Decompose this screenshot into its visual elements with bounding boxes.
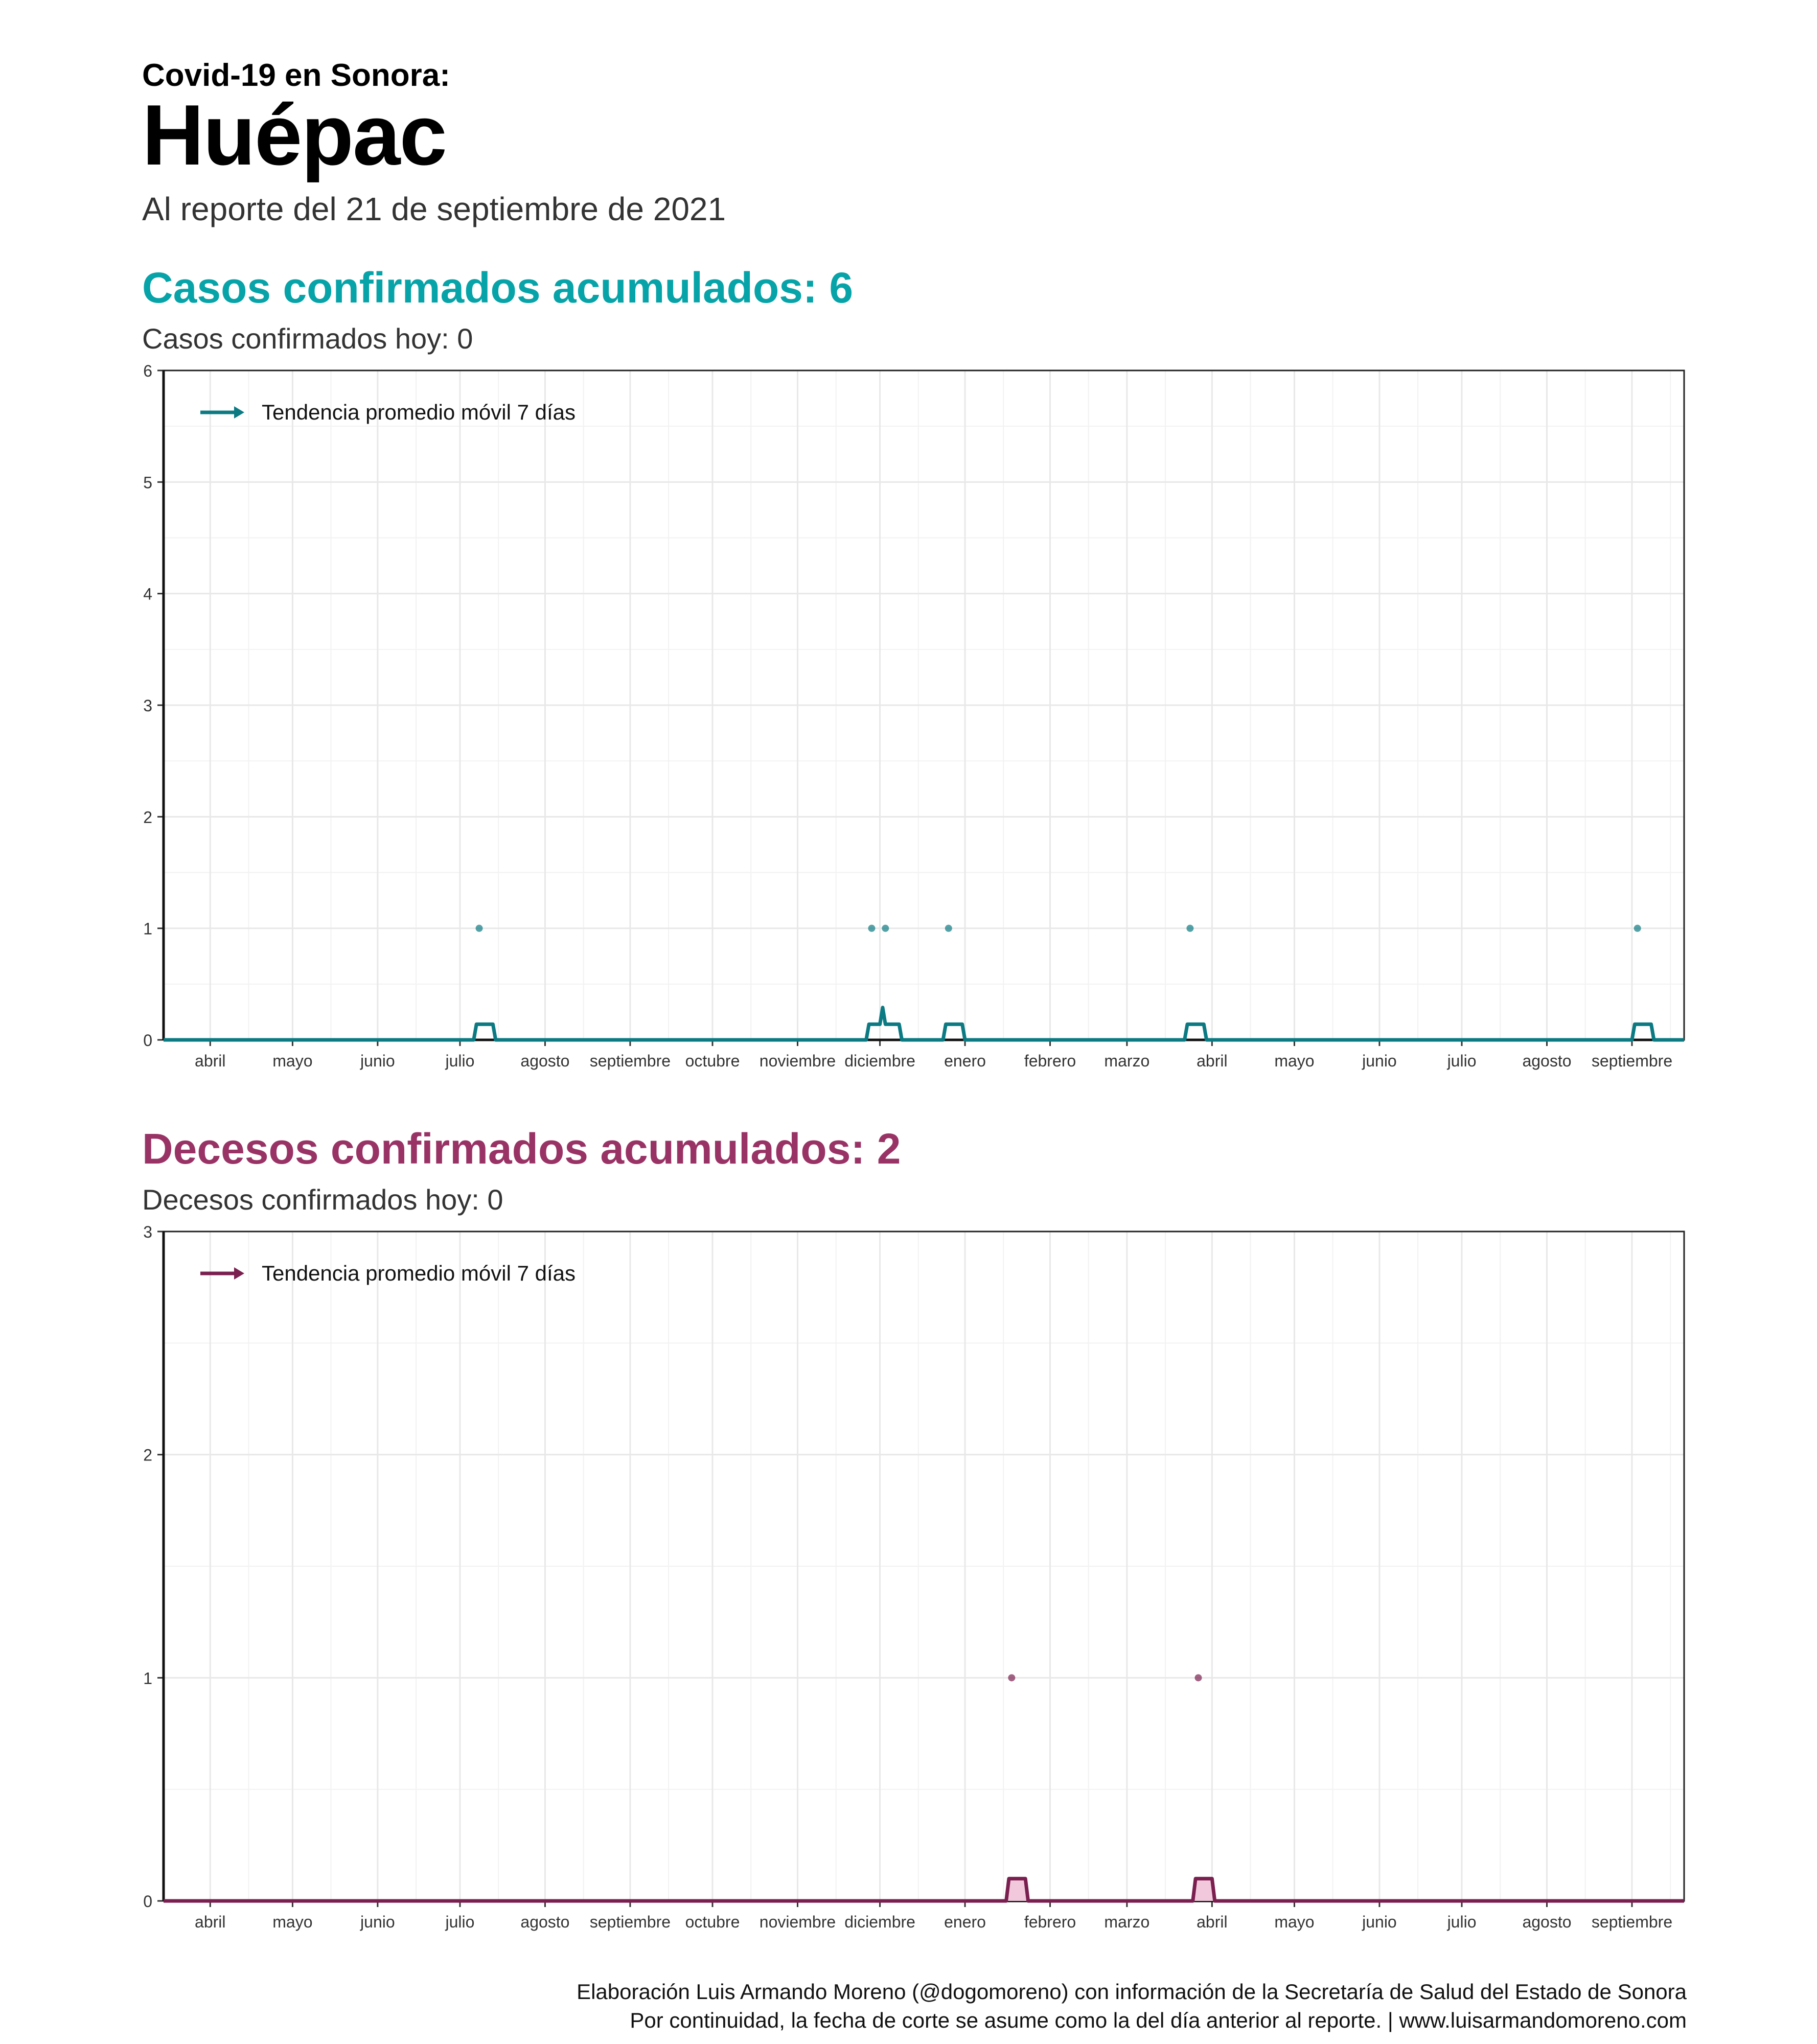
deaths-daily-point (1008, 1674, 1015, 1681)
cases-x-tick-label: mayo (272, 1052, 313, 1070)
cases-y-tick-label: 4 (143, 585, 152, 603)
cases-x-tick-label: noviembre (759, 1052, 836, 1070)
deaths-x-tick-label: febrero (1024, 1913, 1076, 1931)
deaths-chart (123, 1224, 1697, 1960)
cases-y-tick-label: 3 (143, 696, 152, 715)
cases-daily-point (1186, 925, 1193, 932)
cases-x-tick-label: abril (1197, 1052, 1228, 1070)
cases-y-tick-label: 2 (143, 808, 152, 827)
deaths-today: Decesos confirmados hoy: 0 (142, 1183, 503, 1216)
deaths-y-tick-label: 2 (143, 1446, 152, 1465)
cases-x-tick-label: febrero (1024, 1052, 1076, 1070)
deaths-x-tick-label: marzo (1104, 1913, 1150, 1931)
deaths-x-tick-label: septiembre (1591, 1913, 1673, 1931)
deaths-x-tick-label: agosto (1522, 1913, 1572, 1931)
deaths-daily-point (1195, 1674, 1202, 1681)
cases-legend-arrow-icon (234, 406, 244, 419)
deaths-y-tick-label: 1 (143, 1669, 152, 1688)
deaths-x-tick-label: septiembre (589, 1913, 671, 1931)
deaths-trend-area (164, 1878, 1684, 1901)
report-date: Al reporte del 21 de septiembre de 2021 (142, 191, 726, 227)
cases-trend-line (164, 1008, 1684, 1040)
deaths-x-tick-label: diciembre (844, 1913, 915, 1931)
cases-chart (123, 363, 1697, 1099)
cases-legend-label: Tendencia promedio móvil 7 días (262, 400, 576, 424)
page-title: Huépac (142, 87, 446, 183)
deaths-x-tick-label: abril (1197, 1913, 1228, 1931)
kicker: Covid-19 en Sonora: (142, 58, 450, 93)
deaths-x-tick-label: enero (944, 1913, 986, 1931)
cases-daily-point (1634, 925, 1641, 932)
deaths-x-tick-label: agosto (520, 1913, 570, 1931)
cases-x-tick-label: abril (195, 1052, 226, 1070)
deaths-x-tick-label: noviembre (759, 1913, 836, 1931)
deaths-trend-line (164, 1878, 1684, 1901)
deaths-x-tick-label: octubre (685, 1913, 740, 1931)
cases-x-tick-label: agosto (520, 1052, 570, 1070)
cases-today: Casos confirmados hoy: 0 (142, 322, 473, 355)
footer-credit: Elaboración Luis Armando Moreno (@dogomoreno) con información de la Secretaría de Salud del Estado de Sonora (577, 1980, 1687, 2004)
cases-x-tick-label: marzo (1104, 1052, 1150, 1070)
deaths-x-tick-label: julio (1447, 1913, 1477, 1931)
cases-daily-point (945, 925, 952, 932)
deaths-x-tick-label: junio (1362, 1913, 1397, 1931)
cases-daily-point (476, 925, 483, 932)
cases-y-tick-label: 5 (143, 473, 152, 492)
cases-x-tick-label: diciembre (844, 1052, 915, 1070)
deaths-y-tick-label: 3 (143, 1224, 152, 1241)
deaths-x-tick-label: mayo (1274, 1913, 1315, 1931)
cases-title: Casos confirmados acumulados: 6 (142, 264, 854, 312)
cases-y-tick-label: 1 (143, 919, 152, 938)
cases-x-tick-label: agosto (1522, 1052, 1572, 1070)
cases-x-tick-label: junio (360, 1052, 395, 1070)
deaths-legend-label: Tendencia promedio móvil 7 días (262, 1261, 576, 1285)
deaths-x-tick-label: abril (195, 1913, 226, 1931)
footer-note: Por continuidad, la fecha de corte se asume como la del día anterior al reporte. | www.luisarmandomoreno.com (630, 2008, 1687, 2032)
cases-x-tick-label: julio (445, 1052, 475, 1070)
cases-y-tick-label: 0 (143, 1031, 152, 1050)
deaths-legend-arrow-icon (234, 1267, 244, 1280)
cases-x-tick-label: julio (1447, 1052, 1477, 1070)
cases-x-tick-label: enero (944, 1052, 986, 1070)
deaths-x-tick-label: mayo (272, 1913, 313, 1931)
deaths-title: Decesos confirmados acumulados: 2 (142, 1125, 901, 1173)
cases-x-tick-label: junio (1362, 1052, 1397, 1070)
cases-x-tick-label: mayo (1274, 1052, 1315, 1070)
cases-x-tick-label: septiembre (589, 1052, 671, 1070)
cases-daily-point (868, 925, 875, 932)
footer (577, 1978, 1687, 2035)
cases-x-tick-label: octubre (685, 1052, 740, 1070)
deaths-y-tick-label: 0 (143, 1892, 152, 1911)
cases-daily-point (882, 925, 889, 932)
cases-y-tick-label: 6 (143, 363, 152, 380)
deaths-x-tick-label: junio (360, 1913, 395, 1931)
deaths-x-tick-label: julio (445, 1913, 475, 1931)
cases-x-tick-label: septiembre (1591, 1052, 1673, 1070)
